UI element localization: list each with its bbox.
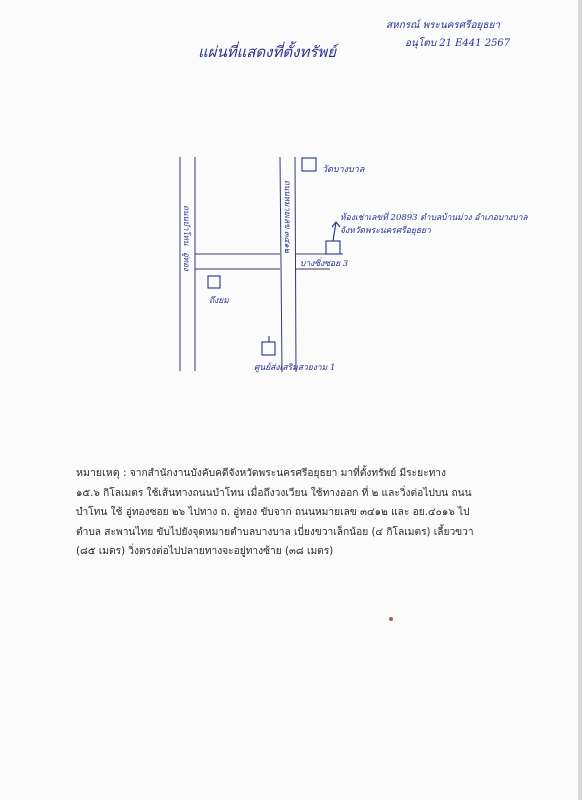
header-office-line: สหกรณ์ พระนครศรีอยุธยา bbox=[386, 20, 500, 31]
house-marker bbox=[326, 241, 340, 254]
note-line-2: ๑๕.๖ กิโลเมตร ใช้เส้นทางถนนบำโทน เมื่อถึงวงเวียน ใช้ทางออก ที่ ๒ และวิ่งต่อไปบน ถนน bbox=[76, 487, 472, 499]
header-reference-line: อนุโตบ 21 E441 2567 bbox=[405, 38, 511, 49]
page-title: แผ่นที่แสดงที่ตั้งทรัพย์ bbox=[198, 43, 337, 61]
road-left-label-2: อู่ทอง bbox=[182, 252, 191, 271]
page-edge bbox=[578, 0, 582, 800]
soi-label: บางซิ่งซอย 3 bbox=[300, 259, 349, 269]
left-place-marker bbox=[208, 276, 220, 288]
house-label: ห้องเช่าเลขที่ 20893 ตำบลบ้านม่วง อำเภอบางบาล จังหวัดพระนครศรีอยุธยา bbox=[340, 213, 528, 236]
road-mid-label: ถนนหมายเลข ๓๔๑๒ bbox=[283, 180, 292, 254]
road-mid-right bbox=[295, 157, 296, 372]
note-line-3: บำโทน ใช้ อู่ทองซอย ๒๖ ไปทาง ถ. อู่ทอง ขับจาก ถนนหมายเลข ๓๔๑๒ และ อย.๔๐๑๖ ไป bbox=[76, 507, 470, 518]
note-paragraph bbox=[76, 464, 521, 562]
temple-label: วัดบางบาล bbox=[322, 165, 365, 175]
road-left-label: ถนนบำโทน bbox=[182, 205, 191, 246]
note-line-5: (๘๕ เมตร) วิ่งตรงต่อไปปลายทางจะอยู่ทางซ้าย (๓๘ เมตร) bbox=[76, 546, 334, 557]
bottom-place-label: ศูนย์ส่งเสริมสวยงาม 1 bbox=[254, 363, 336, 373]
note-label: หมายเหตุ : bbox=[76, 467, 127, 479]
note-line-1: หมายเหตุ : จากสำนักงานบังคับคดีจังหวัดพระนครศรีอยุธยา มาที่ตั้งทรัพย์ มีระยะทาง bbox=[76, 467, 446, 479]
note-line-4: ตำบล สะพานไทย ขับไปยังจุดหมายตำบลบางบาล เบี่ยงขวาเล็กน้อย (๔ กิโลเมตร) เลี้ยวขวา bbox=[76, 526, 474, 538]
ink-dot bbox=[389, 617, 393, 621]
left-place-label: ถึงยม bbox=[209, 296, 229, 306]
temple-marker bbox=[302, 158, 316, 171]
bottom-place-marker bbox=[262, 342, 275, 355]
